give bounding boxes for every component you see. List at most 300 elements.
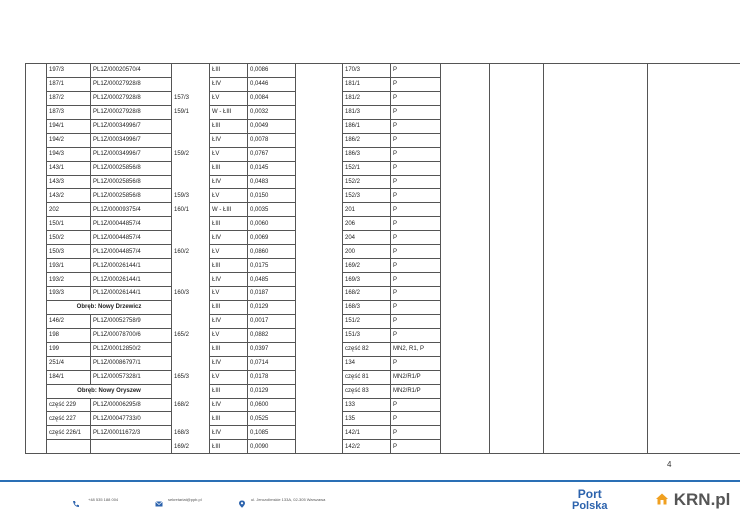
empty-col-4 bbox=[648, 440, 740, 454]
empty-col-4 bbox=[648, 398, 740, 412]
parcel-table bbox=[25, 63, 740, 454]
land-register-number: PL1Z/00027928/8 bbox=[91, 105, 172, 119]
empty-col-2 bbox=[490, 412, 544, 426]
empty-col-4 bbox=[648, 175, 740, 189]
table-row bbox=[26, 259, 740, 273]
empty-col-2 bbox=[490, 356, 544, 370]
land-class: ŁIV bbox=[210, 426, 248, 440]
spacer-cell bbox=[296, 342, 343, 356]
land-class: ŁIII bbox=[210, 64, 248, 78]
empty-col-1 bbox=[441, 412, 490, 426]
empty-col-4 bbox=[648, 203, 740, 217]
land-register-number: PL1Z/00034996/7 bbox=[91, 147, 172, 161]
plan-parcel-number: 134 bbox=[343, 356, 391, 370]
empty-col-1 bbox=[441, 64, 490, 78]
plan-parcel-number: 169/2 bbox=[343, 259, 391, 273]
land-class: ŁIV bbox=[210, 314, 248, 328]
empty-col-3 bbox=[544, 426, 648, 440]
parcel-number: 193/3 bbox=[47, 287, 91, 301]
empty-col-1 bbox=[441, 189, 490, 203]
new-parcel-number: 165/3 bbox=[172, 370, 210, 384]
land-class: ŁIII bbox=[210, 440, 248, 454]
new-parcel-number bbox=[172, 412, 210, 426]
new-parcel-number: 160/3 bbox=[172, 287, 210, 301]
new-parcel-number bbox=[172, 231, 210, 245]
spacer-cell bbox=[296, 370, 343, 384]
land-register-number bbox=[91, 440, 172, 454]
land-class: ŁIV bbox=[210, 77, 248, 91]
margin-cell bbox=[26, 119, 47, 133]
empty-col-4 bbox=[648, 231, 740, 245]
empty-col-4 bbox=[648, 384, 740, 398]
empty-col-3 bbox=[544, 175, 648, 189]
plan-parcel-number: 204 bbox=[343, 231, 391, 245]
plan-parcel-number: 142/2 bbox=[343, 440, 391, 454]
empty-col-3 bbox=[544, 342, 648, 356]
margin-cell bbox=[26, 259, 47, 273]
spacer-cell bbox=[296, 356, 343, 370]
parcel-number: część 227 bbox=[47, 412, 91, 426]
table-row bbox=[26, 105, 740, 119]
land-class: ŁIII bbox=[210, 259, 248, 273]
area-ha: 0,0767 bbox=[248, 147, 296, 161]
spacer-cell bbox=[296, 245, 343, 259]
land-class: ŁIII bbox=[210, 300, 248, 314]
footer-address: ul. Jerozolimskie 133A, 02-305 Warszawa bbox=[251, 497, 326, 502]
plan-parcel-number: 170/3 bbox=[343, 64, 391, 78]
parcel-number: 150/1 bbox=[47, 217, 91, 231]
zoning-symbol: P bbox=[391, 328, 441, 342]
area-ha: 0,0145 bbox=[248, 161, 296, 175]
empty-col-2 bbox=[490, 161, 544, 175]
empty-col-2 bbox=[490, 91, 544, 105]
empty-col-4 bbox=[648, 314, 740, 328]
zoning-symbol: P bbox=[391, 273, 441, 287]
area-ha: 0,0078 bbox=[248, 133, 296, 147]
land-class: ŁIII bbox=[210, 161, 248, 175]
table-row bbox=[26, 231, 740, 245]
spacer-cell bbox=[296, 231, 343, 245]
empty-col-4 bbox=[648, 119, 740, 133]
margin-cell bbox=[26, 147, 47, 161]
land-class: ŁV bbox=[210, 370, 248, 384]
empty-col-3 bbox=[544, 203, 648, 217]
new-parcel-number: 157/3 bbox=[172, 91, 210, 105]
zoning-symbol: P bbox=[391, 119, 441, 133]
brand-line-1: Port bbox=[577, 487, 602, 501]
land-class: W - ŁIII bbox=[210, 105, 248, 119]
parcel-number: 146/2 bbox=[47, 314, 91, 328]
land-class: W - ŁIII bbox=[210, 203, 248, 217]
margin-cell bbox=[26, 328, 47, 342]
land-register-number: PL1Z/00086797/1 bbox=[91, 356, 172, 370]
house-icon bbox=[655, 492, 669, 506]
table-row bbox=[26, 412, 740, 426]
plan-parcel-number: 133 bbox=[343, 398, 391, 412]
empty-col-1 bbox=[441, 91, 490, 105]
margin-cell bbox=[26, 342, 47, 356]
land-class: ŁIV bbox=[210, 356, 248, 370]
spacer-cell bbox=[296, 273, 343, 287]
margin-cell bbox=[26, 273, 47, 287]
margin-cell bbox=[26, 370, 47, 384]
spacer-cell bbox=[296, 300, 343, 314]
new-parcel-number bbox=[172, 300, 210, 314]
empty-col-3 bbox=[544, 77, 648, 91]
spacer-cell bbox=[296, 328, 343, 342]
land-class: ŁIV bbox=[210, 398, 248, 412]
parcel-number: 197/3 bbox=[47, 64, 91, 78]
new-parcel-number bbox=[172, 119, 210, 133]
table-row bbox=[26, 300, 740, 314]
empty-col-3 bbox=[544, 273, 648, 287]
empty-col-4 bbox=[648, 426, 740, 440]
zoning-symbol: P bbox=[391, 426, 441, 440]
empty-col-1 bbox=[441, 119, 490, 133]
land-register-number: PL1Z/00025856/8 bbox=[91, 189, 172, 203]
spacer-cell bbox=[296, 105, 343, 119]
plan-parcel-number: 186/1 bbox=[343, 119, 391, 133]
land-class: ŁV bbox=[210, 91, 248, 105]
email-icon bbox=[155, 495, 163, 503]
zoning-symbol: P bbox=[391, 189, 441, 203]
empty-col-4 bbox=[648, 161, 740, 175]
plan-parcel-number: 200 bbox=[343, 245, 391, 259]
empty-col-4 bbox=[648, 342, 740, 356]
table-row bbox=[26, 426, 740, 440]
land-register-number: PL1Z/00034996/7 bbox=[91, 119, 172, 133]
new-parcel-number: 165/2 bbox=[172, 328, 210, 342]
land-register-number: PL1Z/00012850/2 bbox=[91, 342, 172, 356]
land-class: ŁV bbox=[210, 328, 248, 342]
spacer-cell bbox=[296, 398, 343, 412]
area-ha: 0,0882 bbox=[248, 328, 296, 342]
empty-col-3 bbox=[544, 133, 648, 147]
empty-col-1 bbox=[441, 356, 490, 370]
plan-parcel-number: 152/1 bbox=[343, 161, 391, 175]
zoning-symbol: P bbox=[391, 175, 441, 189]
plan-parcel-number: 186/2 bbox=[343, 133, 391, 147]
area-ha: 0,0397 bbox=[248, 342, 296, 356]
empty-col-3 bbox=[544, 245, 648, 259]
area-ha: 0,0485 bbox=[248, 273, 296, 287]
parcel-table-body bbox=[26, 64, 740, 454]
empty-col-4 bbox=[648, 147, 740, 161]
zoning-symbol: P bbox=[391, 77, 441, 91]
plan-parcel-number: 135 bbox=[343, 412, 391, 426]
parcel-number: 194/2 bbox=[47, 133, 91, 147]
table-row bbox=[26, 147, 740, 161]
area-ha: 0,0600 bbox=[248, 398, 296, 412]
land-register-number: PL1Z/00020570/4 bbox=[91, 64, 172, 78]
empty-col-3 bbox=[544, 440, 648, 454]
empty-col-2 bbox=[490, 175, 544, 189]
spacer-cell bbox=[296, 426, 343, 440]
margin-cell bbox=[26, 91, 47, 105]
margin-cell bbox=[26, 384, 47, 398]
land-register-number: PL1Z/00027928/8 bbox=[91, 91, 172, 105]
zoning-symbol: P bbox=[391, 217, 441, 231]
spacer-cell bbox=[296, 259, 343, 273]
area-ha: 0,0483 bbox=[248, 175, 296, 189]
table-row bbox=[26, 440, 740, 454]
area-ha: 0,0035 bbox=[248, 203, 296, 217]
empty-col-3 bbox=[544, 64, 648, 78]
land-register-number: PL1Z/00026144/1 bbox=[91, 287, 172, 301]
land-register-number: PL1Z/00011672/3 bbox=[91, 426, 172, 440]
empty-col-1 bbox=[441, 384, 490, 398]
parcel-number: 194/1 bbox=[47, 119, 91, 133]
margin-cell bbox=[26, 356, 47, 370]
area-ha: 0,0069 bbox=[248, 231, 296, 245]
margin-cell bbox=[26, 231, 47, 245]
phone-icon bbox=[72, 495, 80, 503]
margin-cell bbox=[26, 203, 47, 217]
land-class: ŁIII bbox=[210, 119, 248, 133]
parcel-number: 143/2 bbox=[47, 189, 91, 203]
empty-col-2 bbox=[490, 314, 544, 328]
area-ha: 0,0049 bbox=[248, 119, 296, 133]
table-row bbox=[26, 370, 740, 384]
zoning-symbol: P bbox=[391, 203, 441, 217]
empty-col-1 bbox=[441, 300, 490, 314]
empty-col-2 bbox=[490, 231, 544, 245]
empty-col-2 bbox=[490, 119, 544, 133]
spacer-cell bbox=[296, 147, 343, 161]
empty-col-4 bbox=[648, 245, 740, 259]
new-parcel-number bbox=[172, 384, 210, 398]
empty-col-1 bbox=[441, 133, 490, 147]
new-parcel-number: 159/1 bbox=[172, 105, 210, 119]
land-class: ŁIII bbox=[210, 217, 248, 231]
table-row bbox=[26, 314, 740, 328]
section-header: Obręb: Nowy Drzewicz bbox=[47, 300, 172, 314]
area-ha: 0,0446 bbox=[248, 77, 296, 91]
new-parcel-number bbox=[172, 77, 210, 91]
zoning-symbol: P bbox=[391, 287, 441, 301]
new-parcel-number bbox=[172, 273, 210, 287]
zoning-symbol: P bbox=[391, 398, 441, 412]
table-row bbox=[26, 119, 740, 133]
zoning-symbol: P bbox=[391, 412, 441, 426]
land-register-number: PL1Z/00044857/4 bbox=[91, 217, 172, 231]
zoning-symbol: P bbox=[391, 64, 441, 78]
empty-col-4 bbox=[648, 77, 740, 91]
empty-col-3 bbox=[544, 231, 648, 245]
krn-watermark bbox=[655, 490, 730, 510]
empty-col-3 bbox=[544, 300, 648, 314]
parcel-number: 193/1 bbox=[47, 259, 91, 273]
new-parcel-number: 160/1 bbox=[172, 203, 210, 217]
empty-col-1 bbox=[441, 217, 490, 231]
empty-col-2 bbox=[490, 147, 544, 161]
empty-col-4 bbox=[648, 217, 740, 231]
new-parcel-number: 159/3 bbox=[172, 189, 210, 203]
empty-col-2 bbox=[490, 273, 544, 287]
spacer-cell bbox=[296, 133, 343, 147]
empty-col-4 bbox=[648, 328, 740, 342]
empty-col-1 bbox=[441, 175, 490, 189]
zoning-symbol: MN2, R1, P bbox=[391, 342, 441, 356]
new-parcel-number bbox=[172, 217, 210, 231]
watermark-text: KRN.pl bbox=[673, 490, 731, 509]
parcel-number bbox=[47, 440, 91, 454]
footer-divider bbox=[0, 480, 740, 482]
port-polska-logo bbox=[572, 488, 607, 512]
empty-col-3 bbox=[544, 287, 648, 301]
zoning-symbol: P bbox=[391, 147, 441, 161]
empty-col-2 bbox=[490, 370, 544, 384]
new-parcel-number bbox=[172, 259, 210, 273]
new-parcel-number bbox=[172, 175, 210, 189]
empty-col-3 bbox=[544, 370, 648, 384]
zoning-symbol: P bbox=[391, 133, 441, 147]
table-row bbox=[26, 133, 740, 147]
table-row bbox=[26, 273, 740, 287]
land-class: ŁV bbox=[210, 147, 248, 161]
margin-cell bbox=[26, 175, 47, 189]
empty-col-3 bbox=[544, 119, 648, 133]
table-row bbox=[26, 175, 740, 189]
parcel-number: 187/3 bbox=[47, 105, 91, 119]
margin-cell bbox=[26, 440, 47, 454]
empty-col-1 bbox=[441, 259, 490, 273]
empty-col-1 bbox=[441, 203, 490, 217]
parcel-number: 187/1 bbox=[47, 77, 91, 91]
empty-col-1 bbox=[441, 147, 490, 161]
parcel-number: 251/4 bbox=[47, 356, 91, 370]
empty-col-2 bbox=[490, 189, 544, 203]
new-parcel-number bbox=[172, 161, 210, 175]
land-class: ŁIV bbox=[210, 133, 248, 147]
margin-cell bbox=[26, 398, 47, 412]
empty-col-4 bbox=[648, 370, 740, 384]
land-register-number: PL1Z/00052758/9 bbox=[91, 314, 172, 328]
parcel-number: 194/3 bbox=[47, 147, 91, 161]
empty-col-2 bbox=[490, 328, 544, 342]
plan-parcel-number: 206 bbox=[343, 217, 391, 231]
empty-col-2 bbox=[490, 426, 544, 440]
table-row bbox=[26, 64, 740, 78]
empty-col-4 bbox=[648, 105, 740, 119]
new-parcel-number: 169/2 bbox=[172, 440, 210, 454]
parcel-number: 184/1 bbox=[47, 370, 91, 384]
table-row bbox=[26, 91, 740, 105]
margin-cell bbox=[26, 314, 47, 328]
land-class: ŁV bbox=[210, 245, 248, 259]
area-ha: 0,0178 bbox=[248, 370, 296, 384]
land-class: ŁIII bbox=[210, 342, 248, 356]
land-class: ŁIV bbox=[210, 273, 248, 287]
area-ha: 0,0060 bbox=[248, 217, 296, 231]
new-parcel-number: 168/2 bbox=[172, 398, 210, 412]
margin-cell bbox=[26, 161, 47, 175]
area-ha: 0,0086 bbox=[248, 64, 296, 78]
empty-col-4 bbox=[648, 189, 740, 203]
parcel-number: 150/2 bbox=[47, 231, 91, 245]
land-class: ŁV bbox=[210, 287, 248, 301]
footer-phone: +48 535 188 004 bbox=[88, 497, 119, 502]
zoning-symbol: MN2/R1/P bbox=[391, 370, 441, 384]
zoning-symbol: P bbox=[391, 440, 441, 454]
empty-col-4 bbox=[648, 259, 740, 273]
empty-col-2 bbox=[490, 300, 544, 314]
empty-col-4 bbox=[648, 133, 740, 147]
spacer-cell bbox=[296, 189, 343, 203]
parcel-number: 150/3 bbox=[47, 245, 91, 259]
empty-col-1 bbox=[441, 370, 490, 384]
table-row bbox=[26, 342, 740, 356]
spacer-cell bbox=[296, 440, 343, 454]
zoning-symbol: P bbox=[391, 245, 441, 259]
empty-col-1 bbox=[441, 342, 490, 356]
spacer-cell bbox=[296, 91, 343, 105]
zoning-symbol: P bbox=[391, 356, 441, 370]
zoning-symbol: P bbox=[391, 259, 441, 273]
empty-col-2 bbox=[490, 105, 544, 119]
zoning-symbol: P bbox=[391, 314, 441, 328]
empty-col-2 bbox=[490, 342, 544, 356]
parcel-number: 187/2 bbox=[47, 91, 91, 105]
land-class: ŁIV bbox=[210, 231, 248, 245]
plan-parcel-number: część 82 bbox=[343, 342, 391, 356]
empty-col-3 bbox=[544, 161, 648, 175]
empty-col-2 bbox=[490, 203, 544, 217]
empty-col-3 bbox=[544, 314, 648, 328]
margin-cell bbox=[26, 426, 47, 440]
land-register-number: PL1Z/00025856/8 bbox=[91, 161, 172, 175]
plan-parcel-number: 152/2 bbox=[343, 175, 391, 189]
land-register-number: PL1Z/00009375/4 bbox=[91, 203, 172, 217]
margin-cell bbox=[26, 189, 47, 203]
spacer-cell bbox=[296, 384, 343, 398]
plan-parcel-number: 168/3 bbox=[343, 300, 391, 314]
land-register-number: PL1Z/00027928/8 bbox=[91, 77, 172, 91]
empty-col-4 bbox=[648, 91, 740, 105]
table-row bbox=[26, 77, 740, 91]
new-parcel-number: 159/2 bbox=[172, 147, 210, 161]
empty-col-1 bbox=[441, 287, 490, 301]
plan-parcel-number: część 81 bbox=[343, 370, 391, 384]
area-ha: 0,0090 bbox=[248, 440, 296, 454]
parcel-number: część 229 bbox=[47, 398, 91, 412]
area-ha: 0,0032 bbox=[248, 105, 296, 119]
table-row bbox=[26, 384, 740, 398]
empty-col-4 bbox=[648, 412, 740, 426]
land-register-number: PL1Z/00026144/1 bbox=[91, 273, 172, 287]
spacer-cell bbox=[296, 287, 343, 301]
empty-col-2 bbox=[490, 398, 544, 412]
margin-cell bbox=[26, 245, 47, 259]
empty-col-3 bbox=[544, 398, 648, 412]
new-parcel-number bbox=[172, 64, 210, 78]
parcel-number: 198 bbox=[47, 328, 91, 342]
empty-col-1 bbox=[441, 314, 490, 328]
plan-parcel-number: 181/2 bbox=[343, 91, 391, 105]
empty-col-3 bbox=[544, 147, 648, 161]
plan-parcel-number: 201 bbox=[343, 203, 391, 217]
area-ha: 0,0860 bbox=[248, 245, 296, 259]
new-parcel-number: 168/3 bbox=[172, 426, 210, 440]
table-row bbox=[26, 245, 740, 259]
land-class: ŁIII bbox=[210, 384, 248, 398]
page-number: 4 bbox=[667, 460, 672, 469]
land-register-number: PL1Z/00006295/8 bbox=[91, 398, 172, 412]
location-pin-icon bbox=[238, 495, 246, 503]
plan-parcel-number: 151/3 bbox=[343, 328, 391, 342]
plan-parcel-number: 168/2 bbox=[343, 287, 391, 301]
margin-cell bbox=[26, 77, 47, 91]
